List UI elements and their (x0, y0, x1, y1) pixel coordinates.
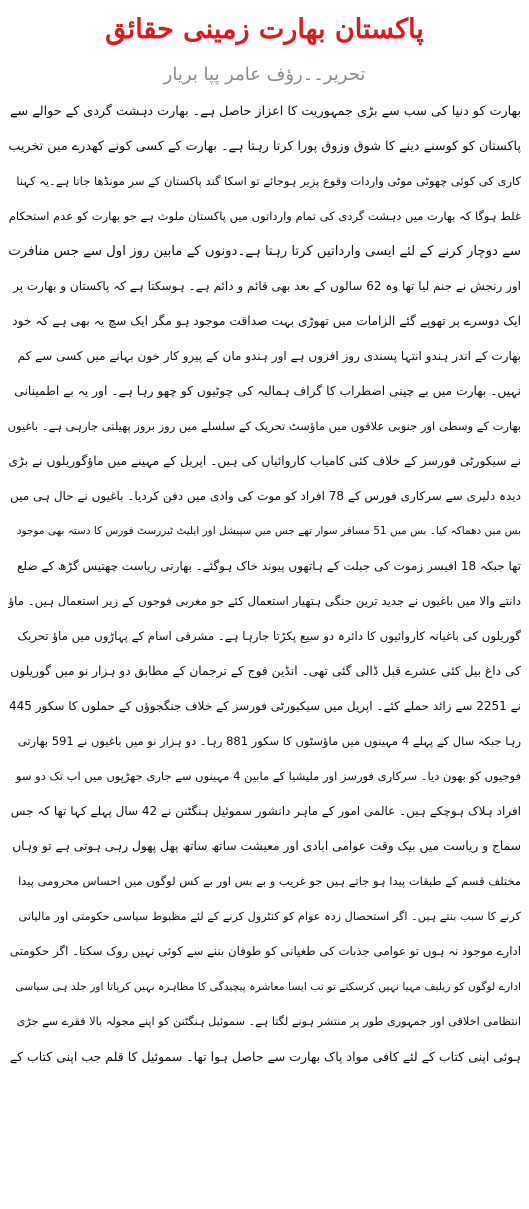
article-line: غلط ہوگا کہ بھارت میں دہشت گردی کی تمام وارداتوں میں پاکستان ملوث ہے جو بھارت کو عدم استحکام (8, 209, 521, 223)
article-line: کرنے کا سبب بنتے ہیں۔ اگر استحصال زدہ عوام کو کنٹرول کرنے کے لئے مظبوط سیاسی حکومتی اور مالیاتی (18, 910, 521, 923)
article-line: سے دوچار کرنے کے لئے ایسی وارداتیں کرتا رہتا ہے۔دونوں کے مابین روز اول سے جس منافرت (8, 244, 521, 259)
article-line: اور رنجش نے جنم لیا تھا وہ 62 سالوں کے بعد بھی قائم و دائم ہے۔ ہوسکتا ہے کہ پاکستان و بھارت پر (13, 279, 521, 293)
article-line: دانتے والا میں باغیوں نے جدید ترین جنگی ہتھیار استعمال کئے جو مغربی فوجوں کے زیر استعمال ہیں۔ ماؤ (8, 594, 521, 608)
article-line: تھا جبکہ 18 افیسر زموت کی جبلت کے ہاتھوں پیوند خاک ہوگئے۔ بھارتی ریاست چھتیس گڑھ کے ضلع (17, 559, 521, 573)
article-line: پاکستان کو کوسنے دینے کا شوق وزوق پورا کرتا رہتا ہے۔ بھارت کے کسی کونے کھدرے میں تخریب (8, 139, 521, 154)
article-line: رہا جبکہ سال کے پہلے 4 مہینوں میں ماؤسٹوں کا سکور 881 رہا۔ دو ہزار نو میں باغیوں نے 591 بھارتی (17, 734, 521, 748)
article-line: نہیں۔ بھارت میں بے چینی اضطراب کا گراف ہمالیہ کی چوٹیوں کو چھو رہا ہے۔ اور یہ بے اطمینانی (14, 384, 521, 398)
article-title: پاکستان بھارت زمینی حقائق (105, 14, 424, 45)
article-line: بھارت کے اندر ہندو انتہا پسندی روز افزوں ہے اور ہندو مان کے پیرو کار خون بہانے میں کسی سے کم (17, 349, 521, 363)
article-line: نے سیکورٹی فورسز کے خلاف کئی کامیاب کاروائیاں کی ہیں۔ اپریل کے مہینے میں ماؤگوریلوں نے بڑی (8, 454, 521, 468)
article-line: نے 2251 سے زائد حملے کئے۔ اپریل میں سیکیورٹی فورسز کے خلاف جنگجوؤں کے حملوں کا سکور 445 (9, 699, 521, 713)
article-line: کاری کی کوئی چھوٹی موٹی واردات وقوع پزیر ہوجائے تو اسکا گند پاکستان کے سر مونڈھا جاتا ہے۔یہ کہنا (16, 174, 521, 188)
article-line: ہوئی اپنی کتاب کے لئے کافی مواد پاک بھارت سے حاصل ہوا تھا۔ سموئیل کا قلم جب اپنی کتاب کے (9, 1049, 521, 1064)
article-line: افراد ہلاک ہوچکے ہیں۔ عالمی امور کے ماہر دانشور سموئیل ہنگٹنن نے 42 سال پہلے کہا تھا کہ جس (10, 804, 521, 818)
article-line: دیدہ دلیری سے سرکاری فورس کے 78 افراد کو موت کی وادی میں دفن کردیا۔ باغیوں نے حال ہی میں (9, 489, 521, 503)
article-line: گوریلوں کی باغیانہ کاروائیوں کا دائرہ دو سیع پکڑتا جارہا ہے۔ مشرقی اسام کے پہاڑوں میں ماؤ تحریک (17, 629, 521, 643)
article-line: بھارت کو دنیا کی سب سے بڑی جمہوریت کا اعزاز حاصل ہے۔ بھارت دہشت گردی کے حوالے سے (10, 104, 521, 119)
article-line: سماج و ریاست میں بیک وقت عوامی ابادی اور معیشت ساتھ ساتھ پھل پھول رہی ہوتی ہے تو وہاں (12, 839, 521, 853)
article-line: مختلف قسم کے طبقات پیدا ہو جاتے ہیں جو غریب و بے بس اور بے کس لوگوں میں احساس محرومی پیدا (18, 874, 521, 888)
article-line: کی داغ بیل کئی عشرے قبل ڈالی گئی تھی۔ انڈین فوج کے ترجمان کے مطابق دو ہزار نو میں گوریلوں (10, 664, 521, 678)
article-line: ادارے موجود نہ ہوں تو عوامی جذبات کی طغیانی کو طوفان بننے سے کوئی نہیں روک سکتا۔ اگر حکومتی (9, 944, 521, 958)
article-byline: تحریر۔۔رؤف عامر پپا بریار (163, 64, 366, 85)
article-line: ادارے لوگوں کو ریلیف مہیا نہیں کرسکتے تو تب ایسا معاشرہ پیچیدگی کا مظاہرہ نہیں کرپاتا اور جلد ہی سیاسی (15, 980, 521, 993)
article-line: ایک دوسرے پر تھوپے گئے الزامات میں تھوڑی بہت صداقت موجود ہو مگر ایک سچ یہ بھی ہے کہ خود (12, 314, 521, 328)
article-line: بھارت کے وسطی اور جنوبی علاقوں میں ماؤسٹ تحریک کے سلسلے میں روز بروز پھیلتی جارہی ہے۔ باغیوں (8, 419, 521, 433)
article-body (8, 94, 521, 1074)
article-line: فوجیوں کو بھون دیا۔ سرکاری فورسز اور ملیشیا کے مابین 4 مہینوں سے جاری جھڑپوں میں اب تک دو سو (15, 769, 521, 783)
article-line: بس میں دھماکہ کیا۔ بس میں 51 مسافر سوار تھے جس میں سپیشل اور ایلیٹ ٹیررسٹ فورس کا دستہ بھی موجود (16, 525, 521, 537)
article-line: انتظامی اخلاقی اور جمہوری طور پر منتشر ہونے لگتا ہے۔ سموئیل ہنگٹنن کو اپنے مجولہ بالا فقرے سے جڑی (16, 1015, 521, 1028)
